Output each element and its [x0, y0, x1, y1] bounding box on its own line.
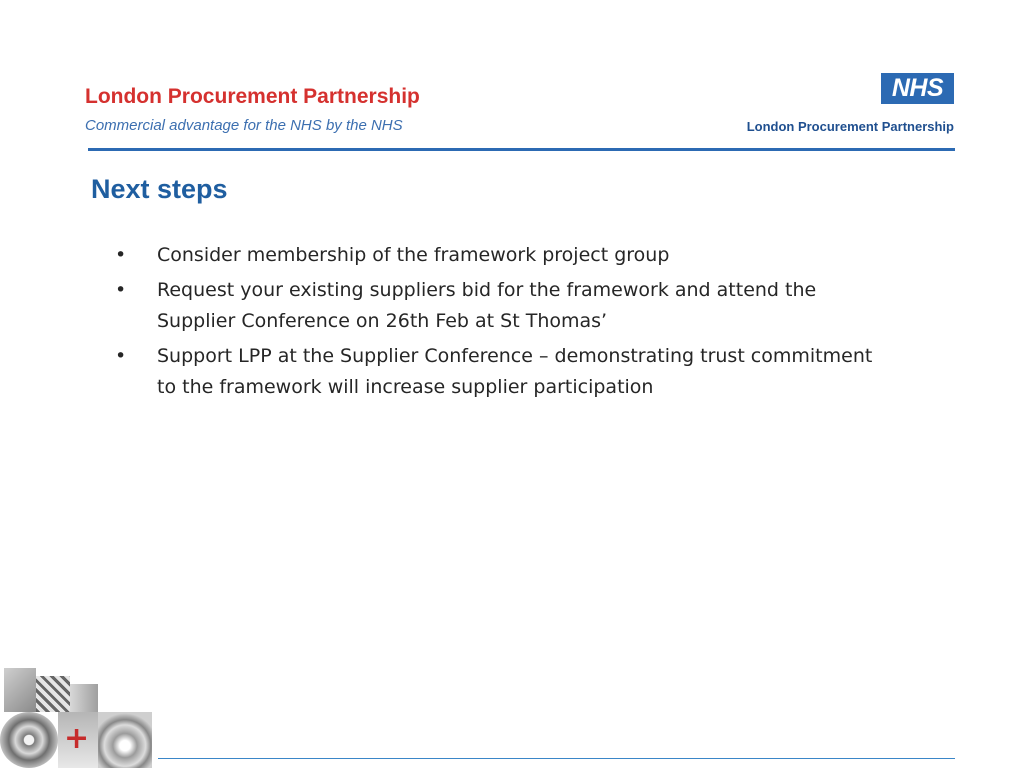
- bullet-icon: •: [115, 279, 127, 301]
- bullet-item: [113, 341, 893, 403]
- bullet-icon: •: [115, 244, 127, 266]
- brand-tagline: Commercial advantage for the NHS by the NHS: [85, 117, 403, 134]
- bullet-text: Consider membership of the framework project group: [157, 244, 670, 266]
- collage-tile: [70, 684, 98, 712]
- plus-icon: +: [64, 721, 90, 756]
- brand-title: London Procurement Partnership: [85, 85, 420, 108]
- bullet-icon: •: [115, 345, 127, 367]
- bullet-item: [113, 275, 893, 337]
- nhs-org-name: London Procurement Partnership: [746, 119, 954, 134]
- bullet-list: [113, 240, 893, 407]
- bullet-item: [113, 240, 893, 271]
- collage-tile: [0, 712, 58, 768]
- footer-divider: [158, 758, 955, 759]
- bullet-text: Support LPP at the Supplier Conference – demonstrating trust commitment to the framework will increase supplier participation: [157, 345, 873, 398]
- footer-image-collage: [0, 668, 152, 768]
- collage-tile: [36, 676, 70, 712]
- header-divider: [88, 148, 955, 151]
- slide-title: Next steps: [91, 174, 228, 204]
- bullet-text: Request your existing suppliers bid for the framework and attend the Supplier Conference on 26th Feb at St Thomas’: [157, 279, 817, 332]
- nhs-logo: NHS: [881, 73, 954, 104]
- collage-tile: [4, 668, 36, 712]
- collage-tile: [98, 712, 152, 768]
